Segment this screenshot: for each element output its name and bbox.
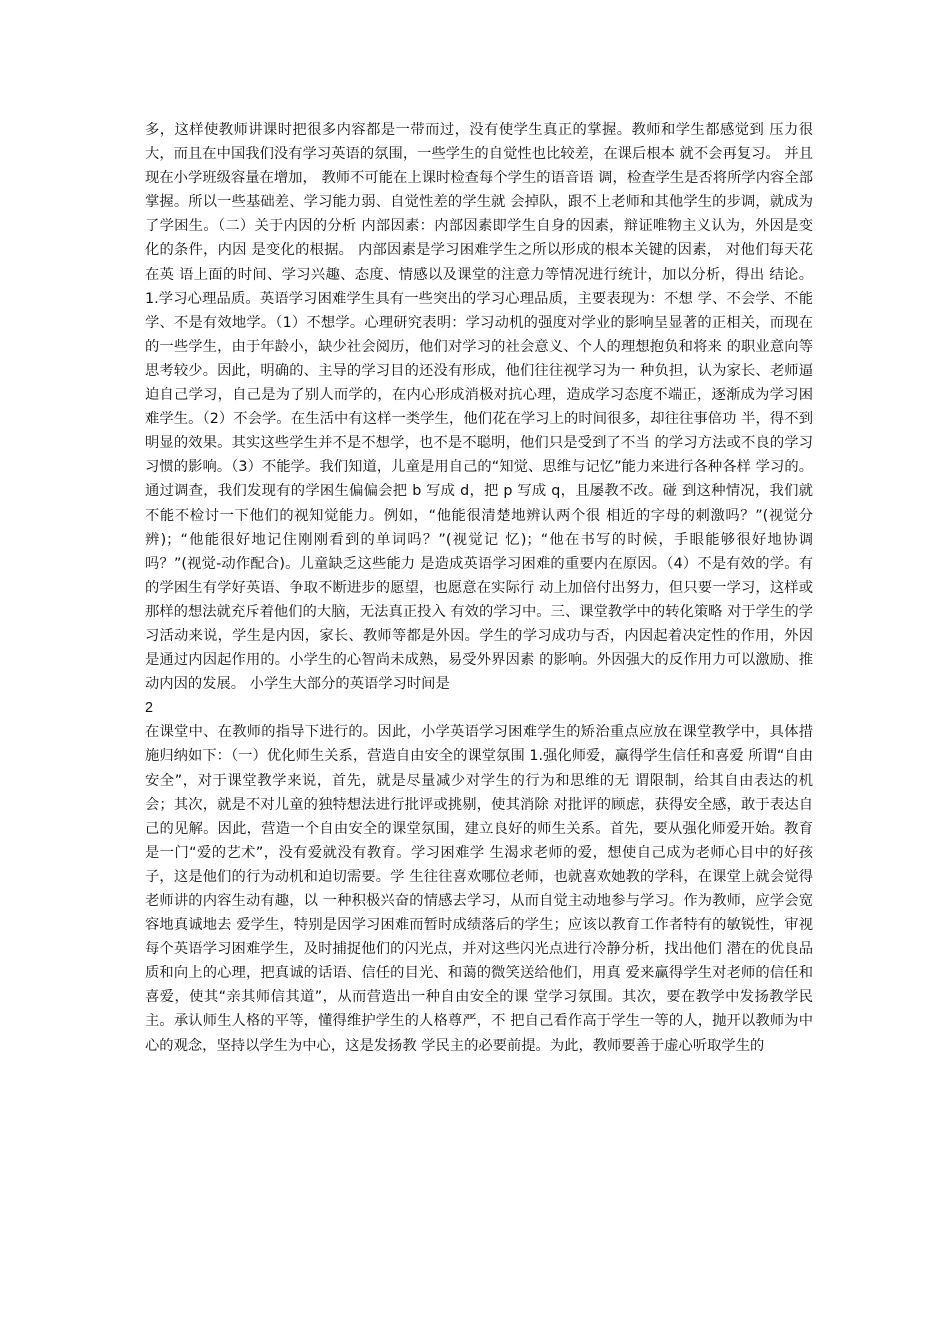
page-number: 2	[145, 700, 153, 717]
body-paragraph: 在课堂中、在教师的指导下进行的。因此，小学英语学习困难学生的矫治重点应放在课堂教学中，具体措施归纳如下：（一）优化师生关系，营造自由安全的课堂氛围 1.强化师爱，赢得学生信任和喜爱 所谓“自由安全”，对于课堂教学来说，首先，就是尽量减少对学生的行为和思维的无 谓限制，给其自由表达的机会；其次，就是不对儿童的独特想法进行批评或挑剔，使其消除 对批评的顾虑，获得安全感，敢于表达自己的见解。因此，营造一个自由安全的课堂氛围，建立良好的师生关系。首先，要从强化师爱开始。教育是一门“爱的艺术”，没有爱就没有教育。学习困难学 生渴求老师的爱，想使自己成为老师心目中的好孩子，这是他们的行为动机和迫切需要。学 生往往喜欢哪位老师，也就喜欢她教的学科，在课堂上就会觉得老师讲的内容生动有趣，以 一种积极兴奋的情感去学习，从而自觉主动地参与学习。作为教师，应学会宽容地真诚地去 爱学生，特别是因学习困难而暂时成绩落后的学生；应该以教育工作者特有的敏锐性，审视 每个英语学习困难学生，及时捕捉他们的闪光点，并对这些闪光点进行冷静分析，找出他们 潜在的优良品质和向上的心理，把真诚的话语、信任的目光、和蔼的微笑送给他们，用真 爱来赢得学生对老师的信任和喜爱，使其“亲其师信其道”，从而营造出一种自由安全的课 堂学习氛围。其次，要在教学中发扬教学民主。承认师生人格的平等，懂得维护学生的人格尊严，不 把自己看作高于学生一等的人，抛开以教师为中心的观念，坚持以学生为中心，这是发扬教 学民主的必要前提。为此，教师要善于虚心听取学生的	[145, 724, 813, 1054]
document-page	[145, 118, 813, 1058]
body-paragraph: 多，这样使教师讲课时把很多内容都是一带而过，没有使学生真正的掌握。教师和学生都感觉到 压力很大，而且在中国我们没有学习英语的氛围，一些学生的自觉性也比较差，在课后根本 就不会再复习。 并且现在小学班级容量在增加， 教师不可能在上课时检查每个学生的语音语 调，检查学生是否将所学内容全部掌握。所以一些基础差、学习能力弱、自觉性差的学生就 会掉队，跟不上老师和其他学生的步调，就成为了学困生。（二）关于内因的分析 内部因素：内部因素即学生自身的因素，辩证唯物主义认为，外因是变化的条件，内因 是变化的根据。 内部因素是学习困难学生之所以形成的根本关键的因素， 对他们每天花在英 语上面的时间、学习兴趣、态度、情感以及课堂的注意力等情况进行统计，加以分析，得出 结论。 1.学习心理品质。英语学习困难学生具有一些突出的学习心理品质，主要表现为：不想 学、不会学、不能学、不是有效地学。（1）不想学。心理研究表明：学习动机的强度对学业的影响呈显著的正相关，而现在 的一些学生，由于年龄小，缺少社会阅历，他们对学习的社会意义、个人的理想抱负和将来 的职业意向等思考较少。因此，明确的、主导的学习目的还没有形成，他们往往视学习为一 种负担，认为家长、老师逼迫自己学习，自己是为了别人而学的，在内心形成消极对抗心理，造成学习态度不端正，逐渐成为学习困难学生。（2）不会学。在生活中有这样一类学生，他们花在学习上的时间很多，却往往事倍功 半，得不到明显的效果。其实这些学生并不是不想学，也不是不聪明，他们只是受到了不当 的学习方法或不良的学习习惯的影响。（3）不能学。我们知道，儿童是用自己的“知觉、思维与记忆”能力来进行各种各样 学习的。通过调查，我们发现有的学困生偏偏会把 b 写成 d，把 p 写成 q，且屡教不改。碰 到这种情况，我们就不能不检讨一下他们的视知觉能力。例如，“他能很清楚地辨认两个很 相近的字母的刺激吗？”(视觉分辨)；“他能很好地记住刚刚看到的单词吗？”(视觉记 忆)；“他在书写的时候，手眼能够很好地协调吗？”(视觉-动作配合)。儿童缺乏这些能力 是造成英语学习困难的重要内在原因。（4）不是有效的学。有的学困生有学好英语、争取不断进步的愿望，也愿意在实际行 动上加倍付出努力，但只要一学习，这样或那样的想法就充斥着他们的大脑，无法真正投入 有效的学习中。三、课堂教学中的转化策略 对于学生的学习活动来说，学生是内因，家长、教师等都是外因。学生的学习成功与否，内因起着决定性的作用，外因是通过内因起作用的。小学生的心智尚未成熟，易受外界因素 的影响。外因强大的反作用力可以激励、推动内因的发展。 小学生大部分的英语学习时间是	[145, 122, 813, 693]
